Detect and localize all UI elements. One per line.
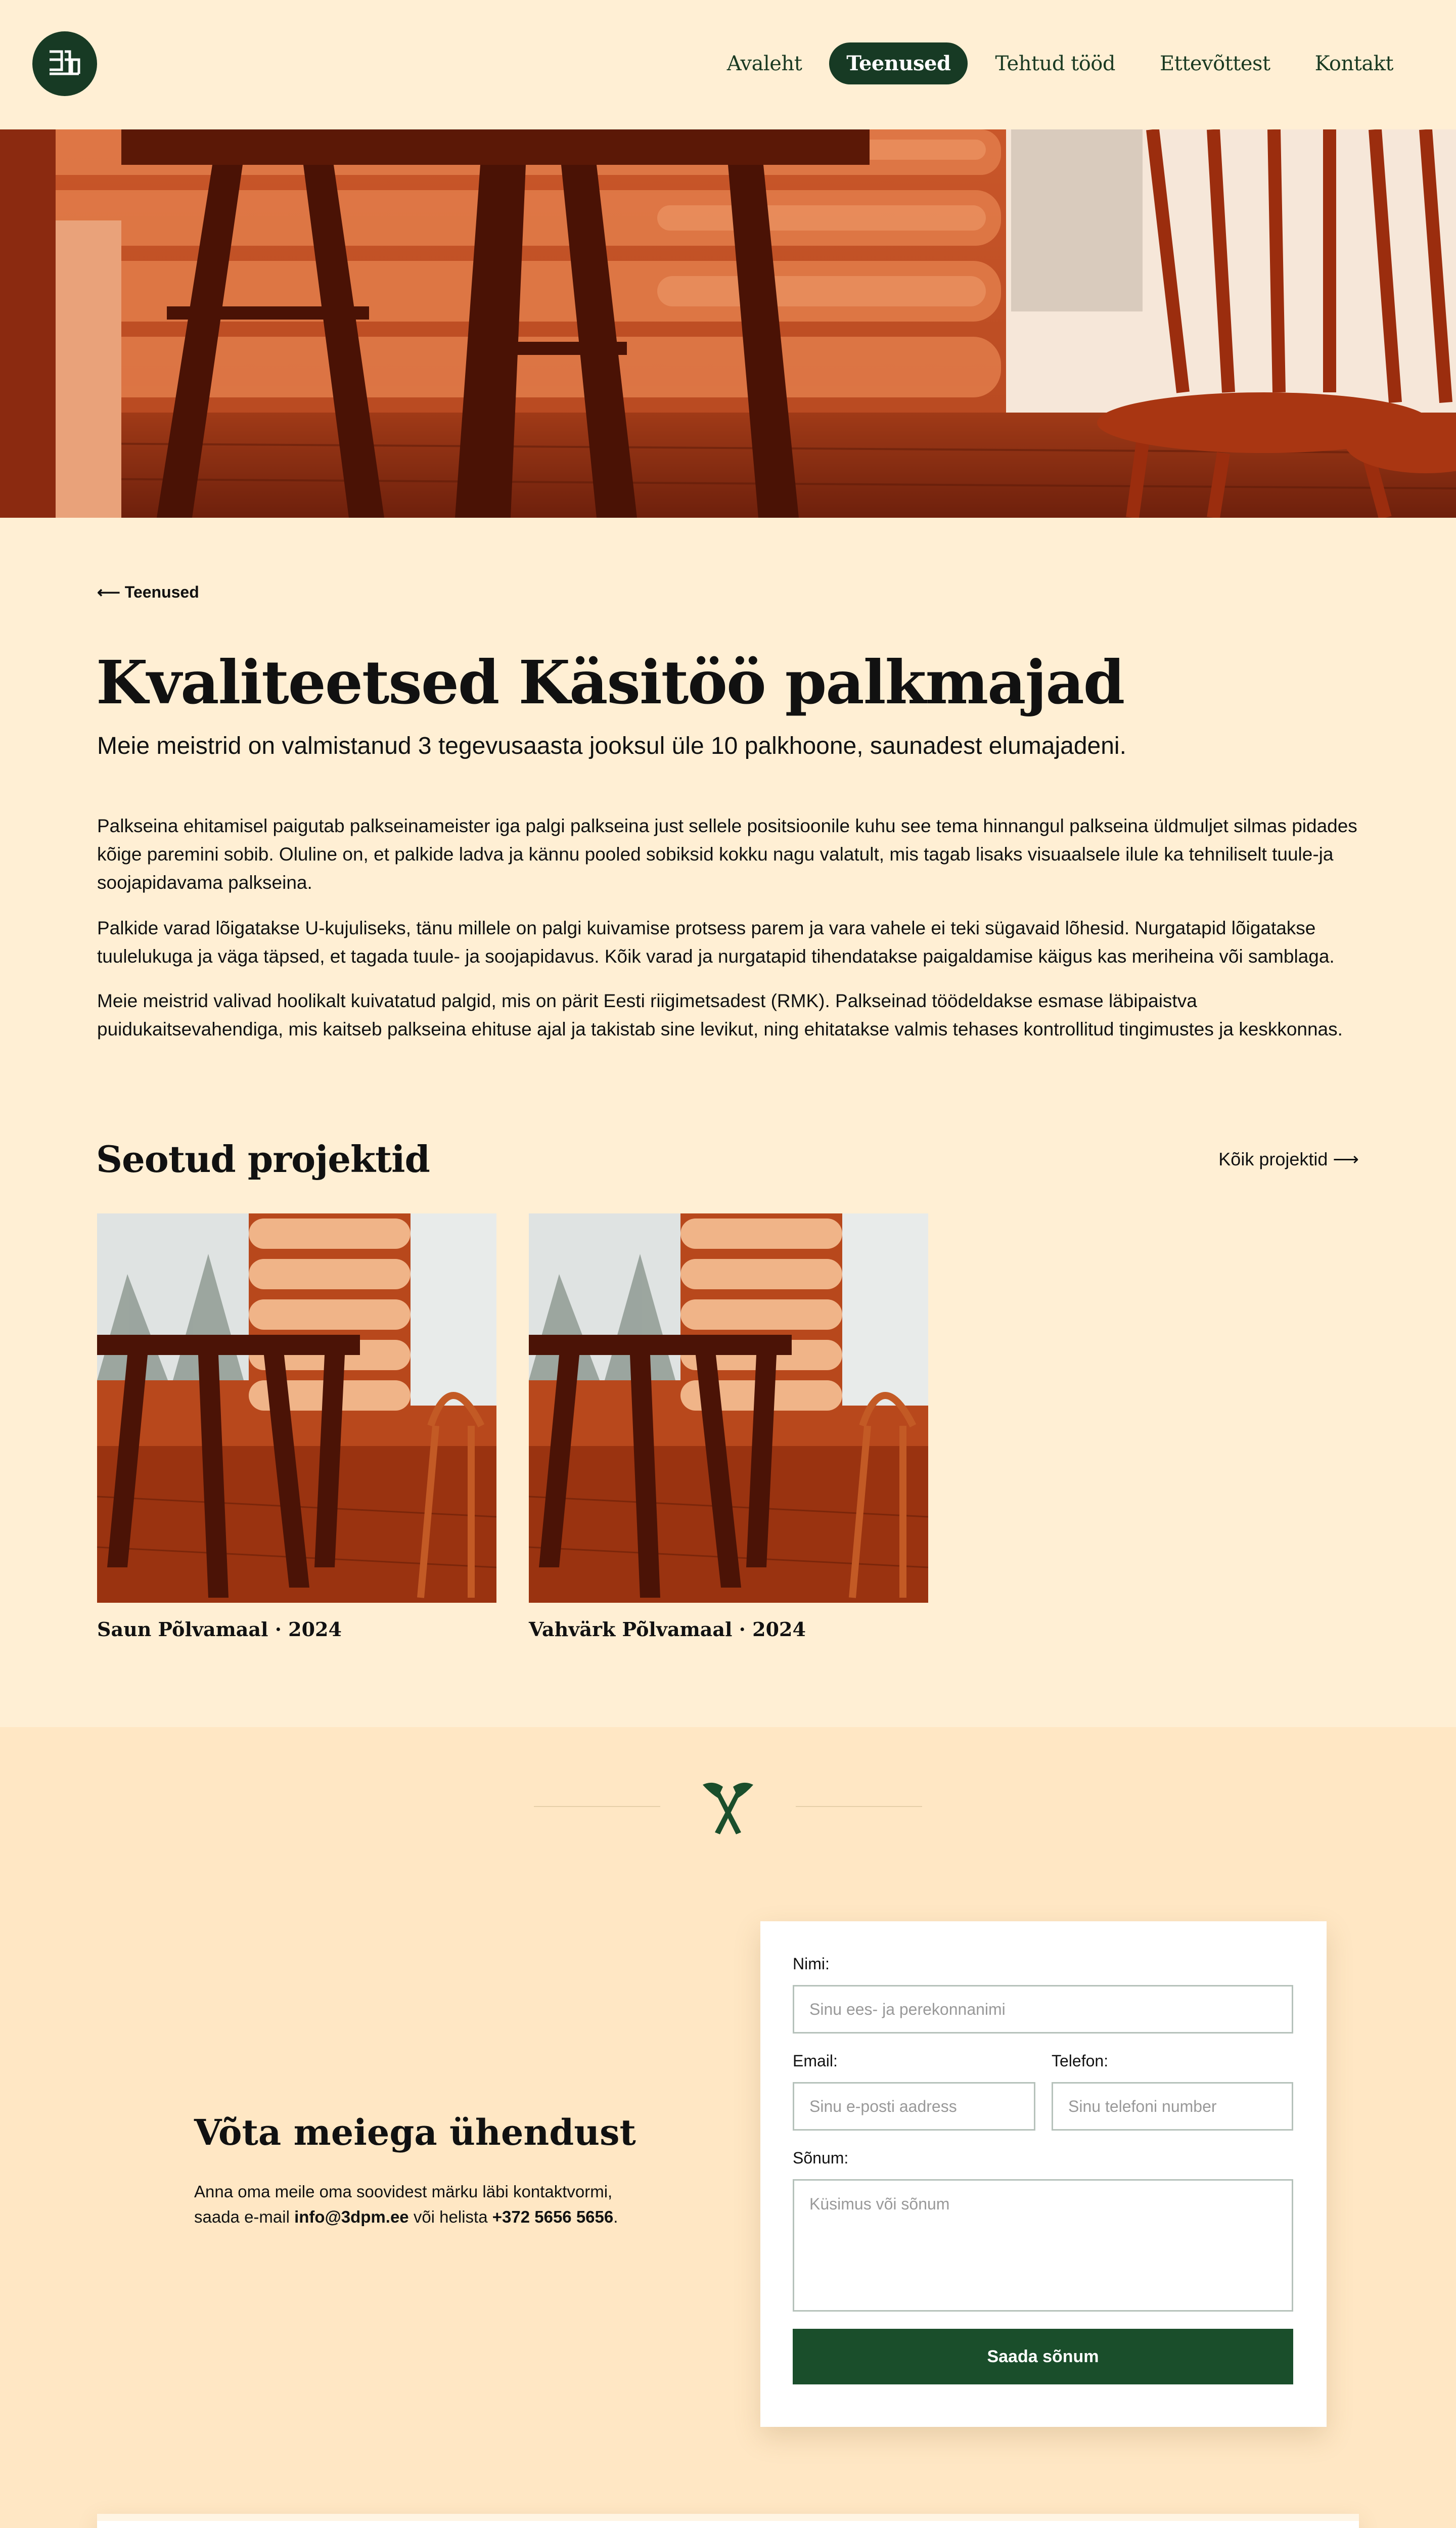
email-label: Email: (793, 2052, 838, 2070)
name-field[interactable]: Sinu ees- ja perekonnanimi (793, 1985, 1293, 2034)
contact-text-mid: või helista (408, 2207, 492, 2226)
project-caption-2[interactable]: Vahvärk Põlvamaal · 2024 (529, 1618, 806, 1641)
phone-label: Telefon: (1052, 2052, 1109, 2070)
name-label: Nimi: (793, 1955, 830, 1973)
contact-form (760, 1921, 1327, 2427)
related-projects-title: Seotud projektid (96, 1138, 430, 1181)
site-footer (97, 2514, 1359, 2528)
contact-phone-link[interactable]: +372 5656 5656 (492, 2207, 614, 2226)
divider-left (534, 1806, 660, 1807)
divider-right (796, 1806, 922, 1807)
hero-image (0, 129, 1456, 518)
nav-avaleht[interactable]: Avaleht (726, 52, 802, 75)
project-image-1[interactable] (97, 1213, 496, 1603)
project-image-2[interactable] (529, 1213, 928, 1603)
logo-mark-icon (32, 31, 97, 96)
nav-tehtud-tood[interactable]: Tehtud tööd (995, 52, 1115, 75)
contact-text (194, 2179, 639, 2230)
page-title: Kvaliteetsed Käsitöö palkmajad (96, 647, 1124, 717)
email-field[interactable]: Sinu e-posti aadress (793, 2082, 1035, 2131)
nav-ettevottest[interactable]: Ettevõttest (1159, 52, 1270, 75)
submit-button[interactable]: Saada sõnum (793, 2329, 1293, 2384)
contact-text-before: Anna oma meile oma soovidest märku läbi kontaktvormi, saada e-mail (194, 2182, 613, 2226)
site-header (0, 0, 1456, 129)
paragraph-1: Palkseina ehitamisel paigutab palkseinameister iga palgi palkseina just sellele positsioonile kuhu see tema hinnangul palkseina üldmuljet silmas pidades kõige paremini sobib. Oluline on, et palkide ladva ja kännu pooled sobiksid kokku nagu valatult, mis tagab lisaks visuaalsele ilule ka tehniliselt tuule-ja soojapidavama palkseina. (97, 816, 1357, 893)
crossed-axes-icon (693, 1780, 763, 1835)
page-subtitle: Meie meistrid on valmistanud 3 tegevusaasta jooksul üle 10 palkhoone, saunadest elumajadeni. (97, 733, 1126, 759)
message-field[interactable]: Küsimus või sõnum (793, 2179, 1293, 2312)
nav-kontakt[interactable]: Kontakt (1314, 52, 1393, 75)
paragraph-3: Meie meistrid valivad hoolikalt kuivatatud palgid, mis on pärit Eesti riigimetsadest (RMK). Palkseinad töödeldakse esmase läbipaistva puidukaitsevahendiga, mis kaitseb palkseina ehituse ajal ja takistab sine levikut, ning ehitatakse valmis tehases kontrollitud tingimustes ja keskkonnas. (97, 990, 1343, 1040)
main-nav (710, 42, 1410, 84)
contact-text-after: . (613, 2207, 618, 2226)
contact-email-link[interactable]: info@3dpm.ee (294, 2207, 409, 2226)
all-projects-link[interactable]: Kõik projektid ⟶ (1218, 1149, 1359, 1169)
project-caption-1[interactable]: Saun Põlvamaal · 2024 (97, 1618, 342, 1641)
contact-title: Võta meiega ühendust (194, 2111, 636, 2153)
logo[interactable] (32, 31, 97, 96)
nav-teenused[interactable]: Teenused (829, 42, 968, 84)
message-label: Sõnum: (793, 2149, 849, 2167)
paragraph-2: Palkide varad lõigatakse U-kujuliseks, tänu millele on palgi kuivamise protsess parem ja vara vahele ei teki sügavaid lõhesid. Nurgatapid lõigatakse tuulelukuga ja väga täpsed, et tagada tuule- ja soojapidavus. Kõik varad ja nurgatapid tihendatakse paigaldamise käigus kas meriheina või samblaga. (97, 918, 1335, 967)
phone-field[interactable]: Sinu telefoni number (1052, 2082, 1293, 2131)
back-link-teenused[interactable]: ⟵ Teenused (97, 583, 199, 601)
